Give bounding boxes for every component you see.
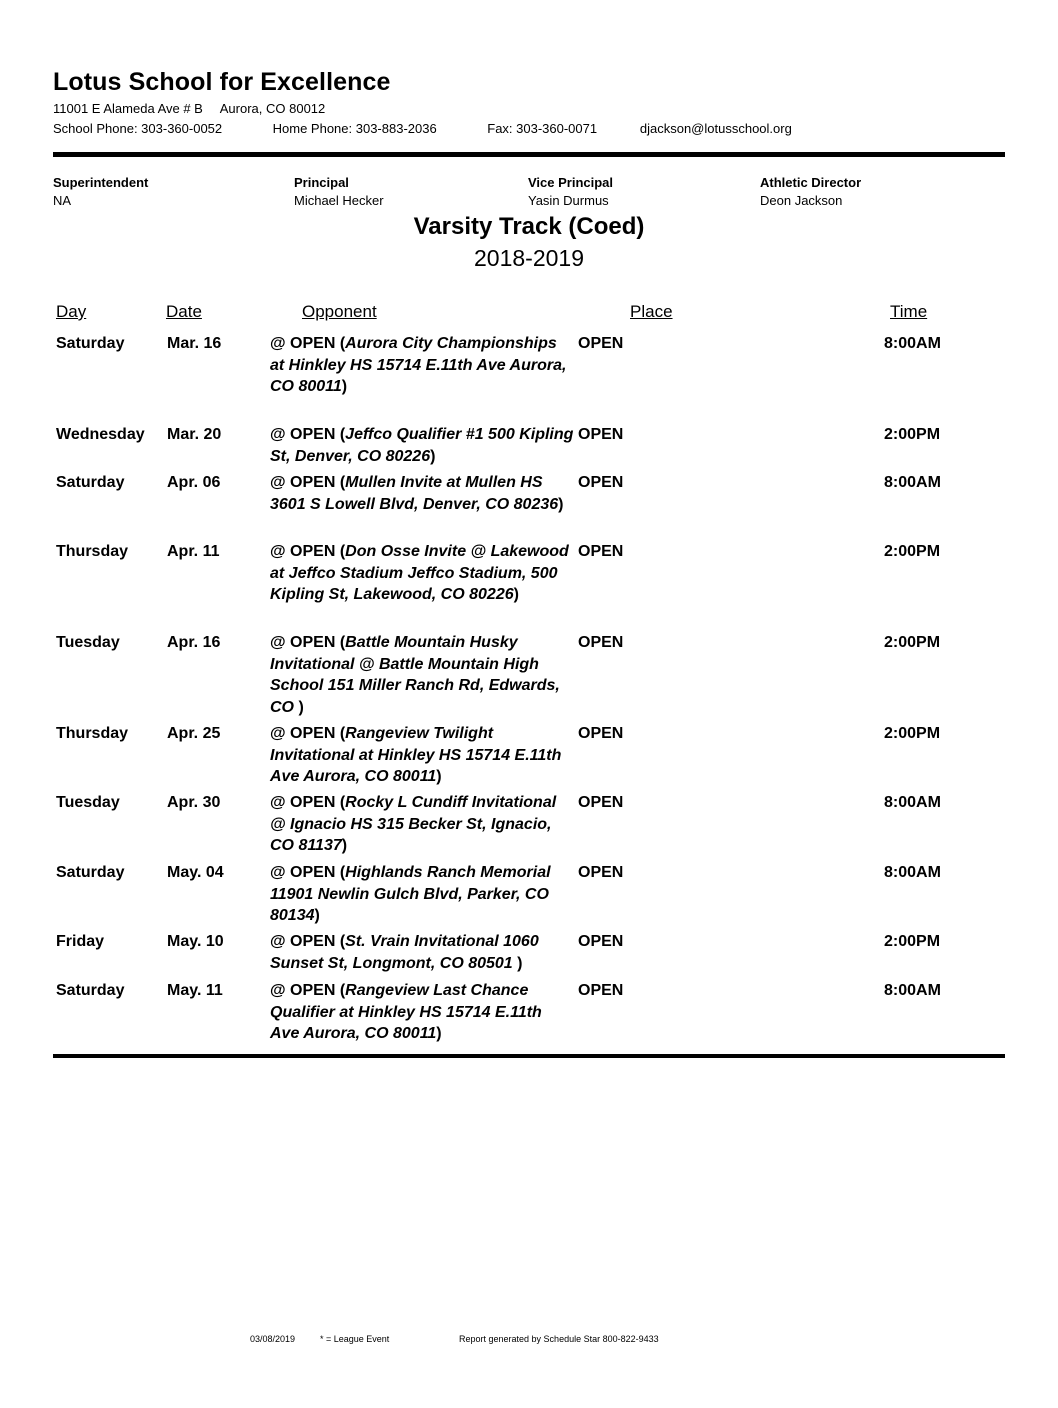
opponent-suffix: ) xyxy=(558,495,564,513)
opponent-prefix: @ OPEN ( xyxy=(270,474,346,491)
staff-role: Vice Principal xyxy=(528,175,614,190)
opponent-prefix: @ OPEN ( xyxy=(270,725,346,742)
staff-role: Superintendent xyxy=(53,175,149,190)
staff-name: Yasin Durmus xyxy=(528,193,609,208)
header-divider xyxy=(53,152,1005,157)
event-date: Apr. 16 xyxy=(167,634,221,651)
opponent-prefix: @ OPEN ( xyxy=(270,794,346,811)
event-location: Don Osse Invite @ Lakewood at Jeffco Stadium Jeffco Stadium, 500 Kipling St, Lakewood, CO 80226 xyxy=(270,543,569,603)
event-time: 8:00AM xyxy=(884,474,941,491)
event-location: Rangeview Twilight Invitational at Hinkley HS 15714 E.11th Ave Aurora, CO 80011 xyxy=(270,725,562,785)
staff-role: Principal xyxy=(294,175,349,190)
event-time: 8:00AM xyxy=(884,335,941,352)
event-opponent xyxy=(270,472,575,515)
event-opponent xyxy=(270,424,575,467)
school-name: Lotus School for Excellence xyxy=(53,68,391,96)
event-location: Highlands Ranch Memorial 11901 Newlin Gulch Blvd, Parker, CO 80134 xyxy=(270,864,551,924)
event-opponent xyxy=(270,541,575,606)
event-location: Rangeview Last Chance Qualifier at Hinkley HS 15714 E.11th Ave Aurora, CO 80011 xyxy=(270,982,542,1042)
event-place: OPEN xyxy=(578,725,624,742)
event-time: 8:00AM xyxy=(884,794,941,811)
event-location: Rocky L Cundiff Invitational @ Ignacio HS 315 Becker St, Ignacio, CO 81137 xyxy=(270,794,557,854)
event-date: May. 11 xyxy=(167,982,223,999)
event-day: Tuesday xyxy=(56,634,120,651)
column-header-day: Day xyxy=(56,302,87,321)
event-day: Saturday xyxy=(56,982,125,999)
event-date: May. 10 xyxy=(167,933,224,950)
event-opponent xyxy=(270,931,575,974)
event-place: OPEN xyxy=(578,794,624,811)
event-time: 8:00AM xyxy=(884,864,941,881)
event-day: Tuesday xyxy=(56,794,120,811)
schedule-title: Varsity Track (Coed) xyxy=(413,213,645,240)
column-header-place: Place xyxy=(630,302,673,321)
event-date: Mar. 20 xyxy=(167,426,222,443)
staff-name: NA xyxy=(53,193,72,208)
city-state-zip: Aurora, CO 80012 xyxy=(219,101,326,116)
event-day: Thursday xyxy=(56,725,129,742)
staff-vice-principal xyxy=(528,174,613,210)
school-address xyxy=(53,101,339,116)
footer-date: 03/08/2019 xyxy=(250,1334,296,1344)
opponent-prefix: @ OPEN ( xyxy=(270,634,346,651)
opponent-prefix: @ OPEN ( xyxy=(270,982,346,999)
event-place: OPEN xyxy=(578,426,624,443)
event-date: Apr. 30 xyxy=(167,794,221,811)
event-place: OPEN xyxy=(578,543,624,560)
staff-name: Michael Hecker xyxy=(294,193,384,208)
event-opponent xyxy=(270,333,575,398)
opponent-prefix: @ OPEN ( xyxy=(270,933,346,950)
table-bottom-divider xyxy=(53,1054,1005,1058)
event-time: 2:00PM xyxy=(884,933,941,950)
schedule-season: 2018-2019 xyxy=(474,245,584,271)
event-location: Mullen Invite at Mullen HS 3601 S Lowell Blvd, Denver, CO 80236 xyxy=(270,474,559,513)
event-location: Aurora City Championships at Hinkley HS 15714 E.11th Ave Aurora, CO 80011 xyxy=(270,335,567,395)
column-header-opponent: Opponent xyxy=(302,302,377,321)
event-day: Thursday xyxy=(56,543,129,560)
event-place: OPEN xyxy=(578,634,624,651)
opponent-suffix: ) xyxy=(298,698,304,716)
event-date: Apr. 11 xyxy=(167,543,220,560)
staff-name: Deon Jackson xyxy=(760,193,843,208)
event-place: OPEN xyxy=(578,474,624,491)
event-time: 2:00PM xyxy=(884,426,941,443)
school-phone: School Phone: 303-360-0052 xyxy=(53,121,223,136)
opponent-suffix: ) xyxy=(517,954,523,972)
event-opponent xyxy=(270,980,575,1045)
fax-number: Fax: 303-360-0071 xyxy=(487,121,598,136)
opponent-suffix: ) xyxy=(430,447,436,465)
event-date: Mar. 16 xyxy=(167,335,222,352)
street-address: 11001 E Alameda Ave # B xyxy=(53,101,203,116)
event-location: St. Vrain Invitational 1060 Sunset St, Longmont, CO 80501 xyxy=(270,933,539,972)
opponent-prefix: @ OPEN ( xyxy=(270,543,346,560)
staff-role: Athletic Director xyxy=(760,175,862,190)
footer-legend: * = League Event xyxy=(320,1334,390,1344)
opponent-suffix: ) xyxy=(314,907,320,924)
event-time: 8:00AM xyxy=(884,982,941,999)
opponent-suffix: ) xyxy=(436,1025,442,1042)
event-day: Saturday xyxy=(56,335,125,352)
staff-superintendent xyxy=(53,174,148,210)
event-opponent xyxy=(270,792,575,857)
event-date: Apr. 06 xyxy=(167,474,221,491)
opponent-suffix: ) xyxy=(341,378,348,395)
opponent-prefix: @ OPEN ( xyxy=(270,335,346,352)
opponent-prefix: @ OPEN ( xyxy=(270,864,346,881)
opponent-suffix: ) xyxy=(341,837,348,854)
event-time: 2:00PM xyxy=(884,725,941,742)
opponent-prefix: @ OPEN ( xyxy=(270,426,346,443)
home-phone: Home Phone: 303-883-2036 xyxy=(272,121,437,136)
opponent-suffix: ) xyxy=(436,768,442,785)
column-header-time: Time xyxy=(890,302,928,321)
event-place: OPEN xyxy=(578,864,624,881)
staff-principal xyxy=(294,174,384,210)
event-time: 2:00PM xyxy=(884,543,941,560)
event-day: Friday xyxy=(56,933,105,950)
event-time: 2:00PM xyxy=(884,634,941,651)
event-location: Battle Mountain Husky Invitational @ Battle Mountain High School 151 Miller Ranch Rd, Edwards, CO xyxy=(270,634,560,716)
event-place: OPEN xyxy=(578,933,624,950)
event-place: OPEN xyxy=(578,335,624,352)
event-day: Saturday xyxy=(56,864,125,881)
contact-line xyxy=(53,121,792,136)
staff-athletic-director xyxy=(760,174,861,210)
email-address: djackson@lotusschool.org xyxy=(639,121,792,136)
column-header-date: Date xyxy=(166,302,202,321)
opponent-suffix: ) xyxy=(513,586,519,603)
event-day: Wednesday xyxy=(56,426,145,443)
event-place: OPEN xyxy=(578,982,624,999)
event-date: May. 04 xyxy=(167,864,224,881)
event-date: Apr. 25 xyxy=(167,725,221,742)
event-day: Saturday xyxy=(56,474,125,491)
event-location: Jeffco Qualifier #1 500 Kipling St, Denver, CO 80226 xyxy=(270,426,574,465)
footer-generated: Report generated by Schedule Star 800-822-9433 xyxy=(459,1334,659,1344)
event-opponent xyxy=(270,723,575,788)
event-opponent xyxy=(270,862,575,927)
event-opponent xyxy=(270,632,575,718)
